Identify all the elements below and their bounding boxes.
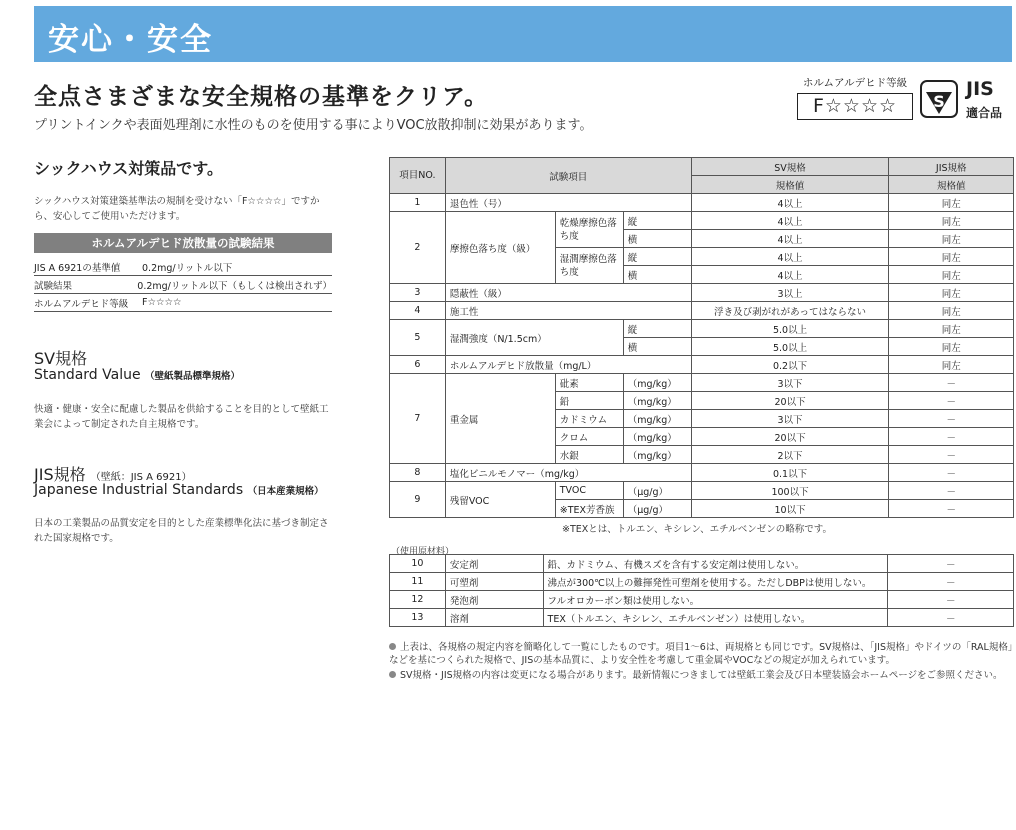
row-direction: 横 bbox=[623, 266, 691, 284]
row-no: 4 bbox=[390, 302, 446, 320]
jis-subtitle-en: Japanese Industrial Standards bbox=[34, 482, 244, 498]
row-jis: － bbox=[889, 374, 1014, 392]
row-jis: － bbox=[889, 446, 1014, 464]
table-row bbox=[390, 609, 1014, 627]
row-jis: 同左 bbox=[889, 212, 1014, 230]
result-key: ホルムアルデヒド等級 bbox=[34, 298, 129, 310]
jis-title-small: （壁紙：JIS A 6921） bbox=[90, 472, 192, 483]
tex-note: ※TEXとは、トルエン、キシレン、エチルベンゼンの略称です。 bbox=[562, 524, 832, 535]
row-sv: 20以下 bbox=[691, 392, 889, 410]
row-unit: （mg/kg） bbox=[623, 428, 691, 446]
row-no: 3 bbox=[390, 284, 446, 302]
row-jis: 同左 bbox=[889, 284, 1014, 302]
result-value: 0.2mg/リットル以下（もしくは検出されず） bbox=[137, 280, 332, 292]
row-no: 2 bbox=[390, 212, 446, 284]
jis-desc: 日本の工業製品の品質安定を目的とした産業標準化法に基づき制定された国家規格です。 bbox=[34, 518, 329, 544]
row-desc: 沸点が300℃以上の難揮発性可塑剤を使用する。ただしDBPは使用しない。 bbox=[543, 573, 888, 591]
section-banner bbox=[34, 6, 1012, 62]
row-jis: 同左 bbox=[889, 338, 1014, 356]
result-table bbox=[34, 258, 332, 312]
row-subitem: 鉛 bbox=[555, 392, 623, 410]
row-no: 8 bbox=[390, 464, 446, 482]
result-row bbox=[34, 294, 332, 312]
row-item: 重金属 bbox=[445, 374, 555, 464]
header-no: 項目NO. bbox=[390, 158, 446, 194]
grade-caption: ホルムアルデヒド等級 bbox=[802, 77, 908, 89]
row-desc: TEX（トルエン、キシレン、エチルベンゼン）は使用しない。 bbox=[543, 609, 888, 627]
row-sv: 4以上 bbox=[691, 248, 889, 266]
row-sv: 0.2以下 bbox=[691, 356, 889, 374]
row-sv: 4以上 bbox=[691, 266, 889, 284]
jis-subtitle-ja: （日本産業規格） bbox=[247, 486, 324, 497]
table-row bbox=[390, 591, 1014, 609]
table-row bbox=[390, 464, 1014, 482]
row-direction: 横 bbox=[623, 338, 691, 356]
result-value: 0.2mg/リットル以下 bbox=[142, 262, 233, 274]
row-sv: 4以上 bbox=[691, 212, 889, 230]
row-no: 5 bbox=[390, 320, 446, 356]
sv-subtitle bbox=[34, 367, 332, 383]
header-sv-sub: 規格値 bbox=[691, 176, 889, 194]
row-jis: － bbox=[888, 609, 1014, 627]
row-unit: （mg/kg） bbox=[623, 374, 691, 392]
table-row bbox=[390, 194, 1014, 212]
row-no: 10 bbox=[390, 555, 446, 573]
result-row bbox=[34, 276, 332, 294]
row-desc: 鉛、カドミウム、有機スズを含有する安定剤は使用しない。 bbox=[543, 555, 888, 573]
row-subitem: 水銀 bbox=[555, 446, 623, 464]
row-subitem: TVOC bbox=[555, 482, 623, 500]
sv-title: SV規格 bbox=[34, 349, 88, 368]
row-jis: 同左 bbox=[889, 248, 1014, 266]
row-sv: 3以下 bbox=[691, 374, 889, 392]
row-sv: 0.1以下 bbox=[691, 464, 889, 482]
bullet-icon bbox=[389, 643, 396, 650]
table-row bbox=[390, 555, 1014, 573]
row-unit: （mg/kg） bbox=[623, 392, 691, 410]
result-title-bar: ホルムアルデヒド放散量の試験結果 bbox=[34, 233, 332, 253]
result-key: 試験結果 bbox=[34, 280, 73, 292]
row-subitem: ※TEX芳香族 bbox=[555, 500, 623, 518]
row-sv: 3以下 bbox=[691, 410, 889, 428]
row-sv: 5.0以上 bbox=[691, 338, 889, 356]
row-jis: 同左 bbox=[889, 302, 1014, 320]
header-sv: SV規格 bbox=[691, 158, 889, 176]
row-sv: 浮き及び剥がれがあってはならない bbox=[691, 302, 889, 320]
row-unit: （mg/kg） bbox=[623, 446, 691, 464]
row-item: 塩化ビニルモノマー（mg/kg） bbox=[445, 464, 691, 482]
row-item: 発泡剤 bbox=[445, 591, 543, 609]
result-value: F☆☆☆☆ bbox=[142, 297, 182, 308]
row-no: 7 bbox=[390, 374, 446, 464]
sv-desc: 快適・健康・安全に配慮した製品を供給することを目的として壁紙工業会によって制定された自主規格です。 bbox=[34, 404, 329, 430]
row-no: 12 bbox=[390, 591, 446, 609]
row-item: 隠蔽性（級） bbox=[445, 284, 691, 302]
svg-text:S: S bbox=[933, 92, 945, 111]
row-item: 残留VOC bbox=[445, 482, 555, 518]
sv-subtitle-en: Standard Value bbox=[34, 367, 141, 383]
standards-table bbox=[389, 157, 1014, 518]
jis-title-main: JIS規格 bbox=[34, 465, 86, 484]
row-jis: － bbox=[889, 392, 1014, 410]
row-item: 安定剤 bbox=[445, 555, 543, 573]
row-no: 6 bbox=[390, 356, 446, 374]
row-sv: 2以下 bbox=[691, 446, 889, 464]
row-jis: － bbox=[888, 573, 1014, 591]
row-item: 可塑剤 bbox=[445, 573, 543, 591]
row-jis: － bbox=[889, 464, 1014, 482]
row-jis: 同左 bbox=[889, 320, 1014, 338]
row-direction: 縦 bbox=[623, 212, 691, 230]
row-no: 1 bbox=[390, 194, 446, 212]
table-header-row bbox=[390, 158, 1014, 176]
row-direction: 縦 bbox=[623, 248, 691, 266]
row-sv: 4以上 bbox=[691, 230, 889, 248]
row-direction: 横 bbox=[623, 230, 691, 248]
row-subitem: クロム bbox=[555, 428, 623, 446]
row-jis: 同左 bbox=[889, 266, 1014, 284]
footnote-1 bbox=[389, 641, 1014, 667]
row-jis: － bbox=[889, 428, 1014, 446]
row-item: 溶剤 bbox=[445, 609, 543, 627]
footnote-text: SV規格・JIS規格の内容は変更になる場合があります。最新情報につきましては壁紙工業会及び日本壁装協会ホームページをご参照ください。 bbox=[400, 670, 1003, 681]
used-materials-caption: （使用原材料） bbox=[391, 547, 455, 557]
table-row bbox=[390, 356, 1014, 374]
table-row bbox=[390, 302, 1014, 320]
jis-subtitle bbox=[34, 482, 332, 498]
row-jis: － bbox=[889, 410, 1014, 428]
row-no: 13 bbox=[390, 609, 446, 627]
row-jis: － bbox=[889, 482, 1014, 500]
row-desc: フルオロカーボン類は使用しない。 bbox=[543, 591, 888, 609]
row-sv: 100以下 bbox=[691, 482, 889, 500]
row-sv: 20以下 bbox=[691, 428, 889, 446]
subline: プリントインクや表面処理剤に水性のものを使用する事によりVOC放散抑制に効果があります。 bbox=[34, 118, 593, 133]
formaldehyde-grade-badge bbox=[797, 75, 913, 120]
row-jis: 同左 bbox=[889, 356, 1014, 374]
row-direction: 縦 bbox=[623, 320, 691, 338]
table-row bbox=[390, 573, 1014, 591]
row-sv: 5.0以上 bbox=[691, 320, 889, 338]
row-jis: 同左 bbox=[889, 194, 1014, 212]
row-sv: 4以上 bbox=[691, 194, 889, 212]
footnote-text: 上表は、各規格の規定内容を簡略化して一覧にしたものです。項目1～6は、両規格とも同じです。SV規格は、「JIS規格」やドイツの「RAL規格」などを基につくられた規格で、JISの基本品質に、より安全性を考慮して重金属やVOCなどの規定が加えられています。 bbox=[389, 642, 1013, 666]
footnote-2 bbox=[389, 669, 1014, 682]
jis-label: JIS bbox=[966, 78, 994, 100]
row-sv: 10以下 bbox=[691, 500, 889, 518]
sickhouse-title: シックハウス対策品です。 bbox=[34, 159, 223, 178]
sv-subtitle-ja: （壁紙製品標準規格） bbox=[145, 371, 241, 382]
jis-sub-label: 適合品 bbox=[966, 106, 1003, 120]
row-item: ホルムアルデヒド放散量（mg/L） bbox=[445, 356, 691, 374]
grade-value: F☆☆☆☆ bbox=[797, 93, 913, 120]
row-unit: （μg/g） bbox=[623, 482, 691, 500]
table-row bbox=[390, 212, 1014, 230]
table-row bbox=[390, 284, 1014, 302]
table-row bbox=[390, 374, 1014, 392]
sickhouse-desc: シックハウス対策建築基準法の規制を受けない「F☆☆☆☆」ですから、安心してご使用いただけます。 bbox=[34, 196, 320, 222]
row-no: 9 bbox=[390, 482, 446, 518]
result-row bbox=[34, 258, 332, 276]
row-unit: （μg/g） bbox=[623, 500, 691, 518]
used-materials-table bbox=[389, 554, 1014, 627]
result-key: JIS A 6921の基準値 bbox=[34, 262, 121, 274]
banner-title: 安心・安全 bbox=[48, 22, 213, 58]
header-item: 試験項目 bbox=[445, 158, 691, 194]
bullet-icon bbox=[389, 671, 396, 678]
row-item: 退色性（号） bbox=[445, 194, 691, 212]
headline: 全点さまざまな安全規格の基準をクリア。 bbox=[34, 84, 489, 110]
row-item: 湿潤強度（N/1.5cm） bbox=[445, 320, 623, 356]
header-jis: JIS規格 bbox=[889, 158, 1014, 176]
row-no: 11 bbox=[390, 573, 446, 591]
table-row bbox=[390, 320, 1014, 338]
row-item: 摩擦色落ち度（級） bbox=[445, 212, 555, 284]
row-jis: － bbox=[889, 500, 1014, 518]
jis-mark-icon bbox=[920, 80, 958, 118]
row-unit: （mg/kg） bbox=[623, 410, 691, 428]
table-row bbox=[390, 482, 1014, 500]
row-subitem: 乾燥摩擦色落ち度 bbox=[555, 212, 623, 248]
row-jis: － bbox=[888, 555, 1014, 573]
row-subitem: カドミウム bbox=[555, 410, 623, 428]
row-item: 施工性 bbox=[445, 302, 691, 320]
header-jis-sub: 規格値 bbox=[889, 176, 1014, 194]
row-subitem: 湿潤摩擦色落ち度 bbox=[555, 248, 623, 284]
row-subitem: 砒素 bbox=[555, 374, 623, 392]
row-jis: 同左 bbox=[889, 230, 1014, 248]
row-sv: 3以上 bbox=[691, 284, 889, 302]
row-jis: － bbox=[888, 591, 1014, 609]
